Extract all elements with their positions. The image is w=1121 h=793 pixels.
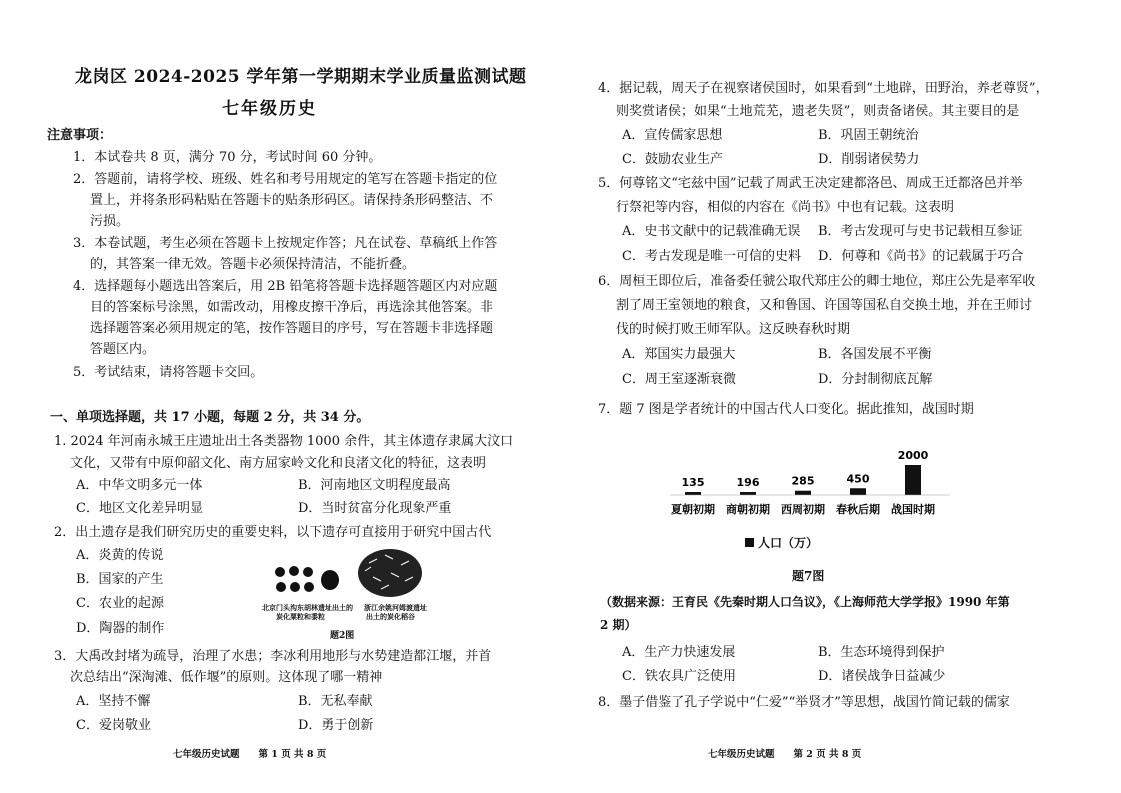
question-6-stem: 割了周王室领地的粮食，又和鲁国、许国等国私自交换土地，并在王师讨 — [616, 298, 1033, 313]
question-6-stem: 6．周桓王即位后，准备委任虢公取代郑庄公的卿士地位，郑庄公先是率军收 — [598, 274, 1036, 289]
question-7-option-c: C．铁农具广泛使用 — [622, 669, 736, 684]
legend-label: 人口（万） — [758, 536, 819, 550]
chart-bar — [685, 492, 701, 495]
note-line: 5．考试结束，请将答题卡交回。 — [73, 365, 264, 380]
question-4-option-a: A．宣传儒家思想 — [622, 128, 723, 143]
note-line: 2．答题前，请将学校、班级、姓名和考号用规定的笔写在答题卡指定的位 — [73, 172, 498, 187]
image-caption: 北京门头沟东胡林遗址出土的 — [262, 603, 353, 612]
legend-swatch — [745, 538, 754, 547]
question-5-option-b: B．考古发现可与史书记载相互参证 — [818, 224, 1023, 239]
question-2-option-d: D．陶器的制作 — [76, 621, 165, 636]
question-3-option-a: A．坚持不懈 — [76, 694, 151, 709]
question-5-stem: 5．何尊铭文“宅兹中国”记载了周武王决定建都洛邑、周成王迁都洛邑并举 — [598, 176, 1023, 191]
data-source: 2 期） — [600, 618, 637, 632]
chart-category-label: 商朝初期 — [726, 503, 770, 516]
section-heading: 一、单项选择题，共 17 小题，每题 2 分，共 34 分。 — [50, 410, 370, 425]
question-3-option-c: C．爱岗敬业 — [76, 718, 151, 733]
exam-page-2 — [560, 0, 1121, 793]
question-8-stem: 8．墨子借鉴了孔子学说中“仁爱”“举贤才”等思想，战国竹简记载的儒家 — [598, 695, 1010, 710]
note-line: 污损。 — [90, 214, 130, 229]
question-3-option-b: B．无私奉献 — [298, 694, 373, 709]
question-4-stem: 则奖赏诸侯；如果“土地荒芜，遗老失贤”，则责备诸侯。其主要目的是 — [616, 104, 1020, 119]
chart-legend — [745, 535, 818, 551]
subject-title: 七年级历史 — [222, 99, 317, 119]
question-6-option-d: D．分封制彻底瓦解 — [818, 372, 933, 387]
image-caption: 炭化粟粒和黍粒 — [276, 612, 325, 621]
question-3-option-d: D．勇于创新 — [298, 718, 374, 733]
image-caption: 出土的炭化稻谷 — [366, 612, 415, 621]
question-6-option-b: B．各国发展不平衡 — [818, 347, 932, 362]
page-footer: 七年级历史试题 第 2 页 共 8 页 — [708, 749, 862, 760]
question-3-stem: 次总结出“深淘滩、低作堰”的原则。这体现了哪一精神 — [70, 670, 383, 685]
question-2-option-a: A．炎黄的传说 — [76, 548, 164, 563]
question-5-option-c: C．考古发现是唯一可信的史料 — [622, 249, 801, 264]
figure-label: 题7图 — [792, 569, 825, 583]
chart-bar — [905, 465, 921, 495]
page-footer: 七年级历史试题 第 1 页 共 8 页 — [173, 749, 327, 760]
question-1-option-c: C．地区文化差异明显 — [76, 501, 203, 516]
question-5-stem: 行祭祀等内容，相似的内容在《尚书》中也有记载。这表明 — [616, 200, 955, 215]
chart-bar — [850, 488, 866, 495]
question-2-option-b: B．国家的产生 — [76, 572, 164, 587]
population-chart — [660, 435, 970, 525]
note-line: 1．本试卷共 8 页，满分 70 分，考试时间 60 分钟。 — [73, 150, 382, 165]
question-7-option-b: B．生态环境得到保护 — [818, 645, 945, 660]
note-line: 的，其答案一律无效。答题卡必须保持清洁，不能折叠。 — [90, 257, 416, 272]
chart-bar — [740, 492, 756, 495]
question-6-stem: 伐的时候打败王师军队。这反映春秋时期 — [616, 322, 851, 337]
question-6-option-a: A．郑国实力最强大 — [622, 347, 736, 362]
question-3-stem: 3．大禹改封堵为疏导，治理了水患；李冰利用地形与水势建造都江堰，并首 — [54, 649, 492, 664]
notes-heading: 注意事项： — [47, 128, 113, 143]
rice-grains-image — [355, 545, 425, 600]
chart-value-label: 450 — [846, 472, 870, 486]
note-line: 选择题答案必须用规定的笔，按作答题目的序号，写在答题卡非选择题 — [90, 321, 494, 336]
exam-page-1 — [0, 0, 560, 793]
question-5-option-d: D．何尊和《尚书》的记载属于巧合 — [818, 249, 1024, 264]
note-line: 答题区内。 — [90, 342, 156, 357]
question-7-option-a: A．生产力快速发展 — [622, 645, 736, 660]
millet-grains-image — [270, 560, 345, 600]
question-7-option-d: D．诸侯战争日益减少 — [818, 669, 946, 684]
question-4-option-d: D．削弱诸侯势力 — [818, 152, 920, 167]
chart-value-label: 135 — [681, 476, 705, 489]
question-1-stem: 1. 2024 年河南永城王庄遗址出土各类器物 1000 余件，其主体遗存隶属大汶口 — [54, 434, 514, 449]
exam-title: 龙岗区 2024-2025 学年第一学期期末学业质量监测试题 — [75, 67, 527, 87]
note-line: 置上，并将条形码粘贴在答题卡的贴条形码区。请保持条形码整洁、不 — [90, 193, 494, 208]
data-source: （数据来源：王育民《先秦时期人口刍议》，《上海师范大学学报》1990 年第 — [600, 595, 1010, 609]
question-1-option-b: B．河南地区文明程度最高 — [298, 478, 451, 493]
question-5-option-a: A．史书文献中的记载准确无误 — [622, 224, 801, 239]
note-line: 目的答案标号涂黑，如需改动，用橡皮擦干净后，再选涂其他答案。非 — [90, 300, 494, 315]
chart-value-label: 2000 — [897, 449, 929, 462]
question-4-option-b: B．巩固王朝统治 — [818, 128, 919, 143]
chart-category-label: 西周初期 — [781, 503, 825, 516]
chart-category-label: 战国时期 — [891, 503, 935, 516]
note-line: 3．本卷试题，考生必须在答题卡上按规定作答；凡在试卷、草稿纸上作答 — [73, 236, 498, 251]
chart-bar — [795, 491, 811, 495]
question-1-option-d: D．当时贫富分化现象严重 — [298, 501, 452, 516]
question-2-stem: 2．出土遗存是我们研究历史的重要史料，以下遗存可直接用于研究中国古代 — [54, 525, 492, 540]
figure-label: 题2图 — [330, 631, 355, 641]
note-line: 4．选择题每小题选出答案后，用 2B 铅笔将答题卡选择题答题区内对应题 — [73, 279, 498, 294]
question-4-stem: 4．据记载，周天子在视察诸侯国时，如果看到“土地辟，田野治，养老尊贤”， — [598, 81, 1049, 96]
chart-category-label: 夏朝初期 — [671, 503, 715, 516]
image-caption: 浙江余姚河姆渡遗址 — [364, 603, 427, 612]
chart-value-label: 196 — [736, 476, 760, 489]
question-6-option-c: C．周王室逐渐衰微 — [622, 372, 736, 387]
chart-category-label: 春秋后期 — [836, 503, 880, 516]
chart-value-label: 285 — [791, 474, 815, 488]
question-2-option-c: C．农业的起源 — [76, 596, 164, 611]
question-4-option-c: C．鼓励农业生产 — [622, 152, 723, 167]
question-7-stem: 7．题 7 图是学者统计的中国古代人口变化。据此推知，战国时期 — [598, 402, 974, 417]
question-1-option-a: A．中华文明多元一体 — [76, 478, 203, 493]
question-1-stem: 文化，又带有中原仰韶文化、南方屈家岭文化和良渚文化的特征，这表明 — [70, 456, 487, 471]
